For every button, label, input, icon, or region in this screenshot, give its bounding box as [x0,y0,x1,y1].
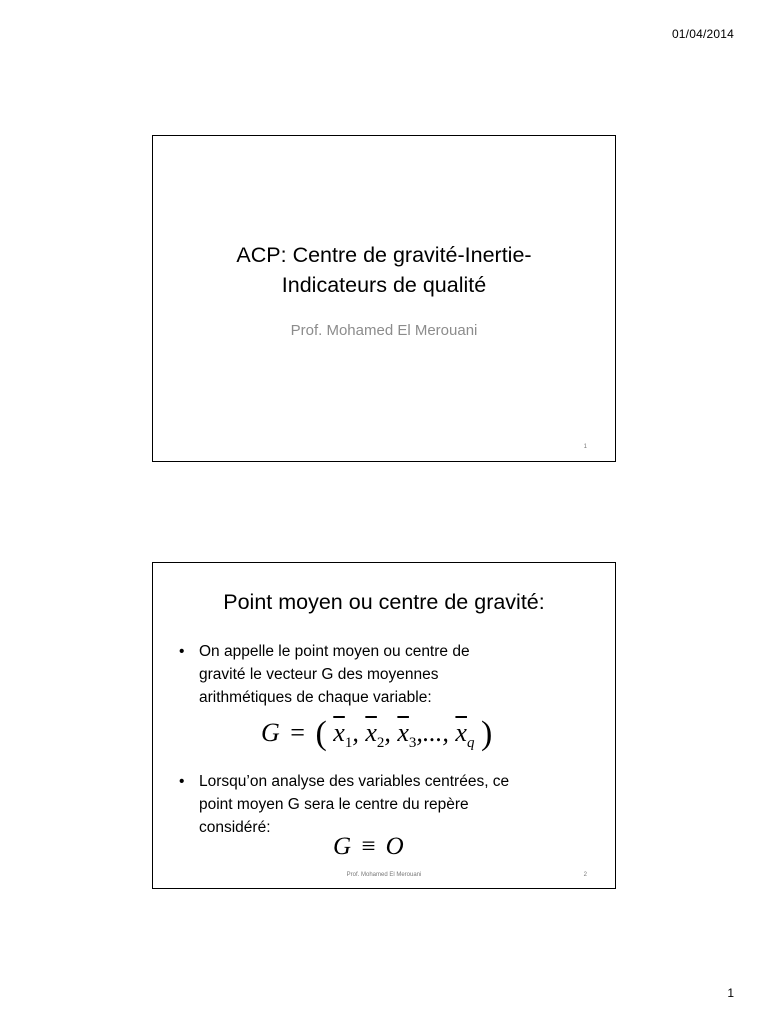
bullet-text: Lorsqu’on analyse des variables centrées, ce point moyen G sera le centre du repère considéré: [199,773,510,836]
centroid-formula [261,715,492,753]
bullet-item [179,770,599,839]
bullet-text: On appelle le point moyen ou centre de gravité le vecteur G des moyennes arithmétiques de chaque variable: [199,643,470,706]
slide-2-number: 2 [583,872,587,878]
formula-rhs: O [385,833,404,860]
formula-comma: , [384,718,391,747]
formula-lhs: G [261,718,280,747]
formula-x1: $\overline{x}$ [333,718,345,747]
page-number: 1 [727,986,734,1000]
formula-sub-1: 1 [344,735,353,752]
formula-equals: = [290,718,305,747]
slide-2-title: Point moyen ou centre de gravité: [223,590,545,614]
formula-comma: , [352,718,359,747]
bullet-item [179,640,599,709]
formula-rparen: ) [480,715,493,752]
slide-1-author: Prof. Mohamed El Merouani [290,322,478,339]
formula-comma: , [442,718,449,747]
slide-1-title: ACP: Centre de gravité-Inertie- Indicateurs de qualité [236,243,532,297]
formula-x3: $\overline{x}$ [397,718,409,747]
formula-ellipsis: ... [422,718,443,747]
formula-sub-3: 3 [408,735,417,752]
slide-2 [152,562,616,889]
formula-equiv: ≡ [361,833,376,860]
page-date: 01/04/2014 [671,27,734,41]
formula-lhs: G [333,833,352,860]
formula-x2: $\overline{x}$ [365,718,377,747]
formula-lparen: ( [315,715,327,752]
formula-xq: $\overline{x}$ [455,718,467,747]
formula-comma: , [416,718,423,747]
bullet-dot: • [179,643,185,660]
formula-sub-q: q [466,735,475,752]
origin-formula [333,833,404,861]
slide-1-number: 1 [583,444,587,450]
slide-1 [152,135,616,462]
bullet-dot: • [179,773,185,790]
formula-sub-2: 2 [376,735,385,752]
slide-2-footer-author: Prof. Mohamed El Merouani [346,872,422,878]
